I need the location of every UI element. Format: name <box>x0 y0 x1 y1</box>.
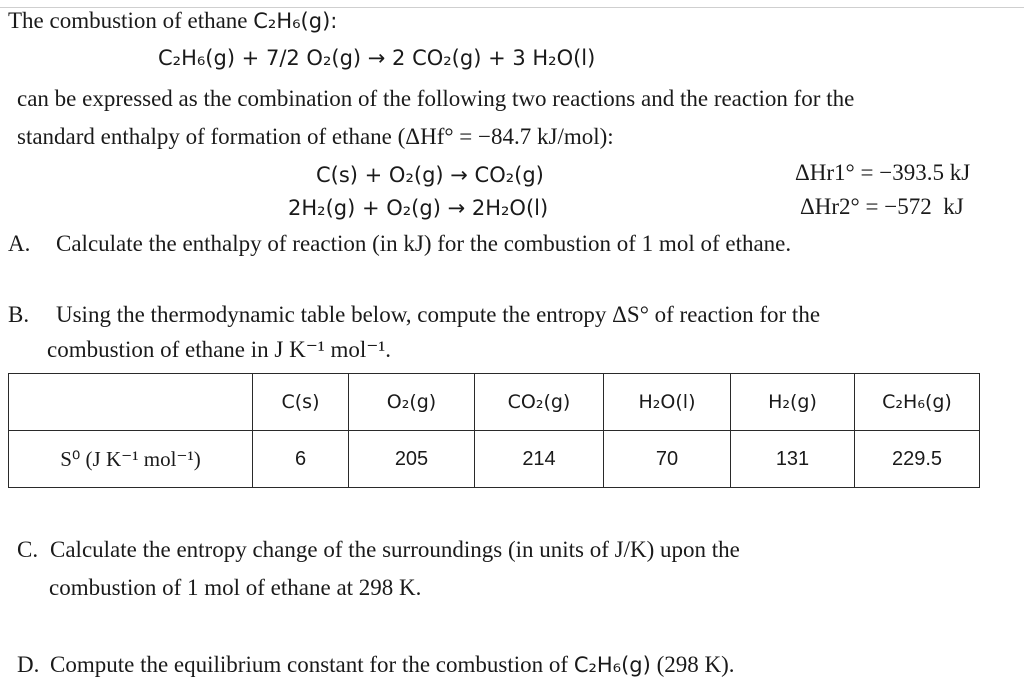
table-header-row <box>9 374 980 431</box>
table-cell-c2h6-g: 229.5 <box>855 431 980 488</box>
thermodynamic-table <box>8 373 980 488</box>
question-d-letter: D. <box>17 652 40 677</box>
question-d-text <box>50 652 735 678</box>
table-header-c2h6-g: C₂H₆(g) <box>855 374 980 431</box>
reaction-2-equation: 2H₂(g) + O₂(g) → 2H₂O(l) <box>288 196 549 220</box>
reaction-2-enthalpy: ΔHr2° = −572 kJ <box>800 194 964 219</box>
table-cell-h2-g: 131 <box>731 431 855 488</box>
table-header-co2-g: CO₂(g) <box>475 374 604 431</box>
table-cell-h2o-l: 70 <box>604 431 731 488</box>
table-cell-co2-g: 214 <box>475 431 604 488</box>
question-b-letter: B. <box>8 302 30 327</box>
table-corner-cell <box>9 374 253 431</box>
question-c-letter: C. <box>17 537 39 562</box>
question-d-text-prefix: Compute the equilibrium constant for the combustion of <box>50 652 574 677</box>
table-header-o2-g: O₂(g) <box>349 374 475 431</box>
table-cell-o2-g: 205 <box>349 431 475 488</box>
question-a-letter: A. <box>8 231 31 256</box>
question-c-line1: Calculate the entropy change of the surroundings (in units of J/K) upon the <box>50 537 740 562</box>
intro-description-line1: can be expressed as the combination of the following two reactions and the reaction for the <box>17 86 855 111</box>
intro-description-line2: standard enthalpy of formation of ethane (ΔHf° = −84.7 kJ/mol): <box>17 124 614 149</box>
table-cell-c-s: 6 <box>253 431 349 488</box>
reaction-1-equation: C(s) + O₂(g) → CO₂(g) <box>316 163 544 187</box>
main-equation: C₂H₆(g) + 7/2 O₂(g) → 2 CO₂(g) + 3 H₂O(l) <box>158 46 596 70</box>
question-a-text: Calculate the enthalpy of reaction (in kJ) for the combustion of 1 mol of ethane. <box>56 231 792 256</box>
question-d-formula: C₂H₆(g) <box>573 653 651 677</box>
table-row-label: S⁰ (J K⁻¹ mol⁻¹) <box>9 431 253 488</box>
question-b-line1: Using the thermodynamic table below, compute the entropy ΔS° of reaction for the <box>56 302 821 327</box>
question-d-text-suffix: (298 K). <box>650 652 735 677</box>
reaction-1-enthalpy: ΔHr1° = −393.5 kJ <box>795 160 971 185</box>
table-header-h2o-l: H₂O(l) <box>604 374 731 431</box>
table-header-c-s: C(s) <box>253 374 349 431</box>
intro-title-text: The combustion of ethane <box>8 8 254 33</box>
question-c-line2: combustion of 1 mol of ethane at 298 K. <box>49 575 422 600</box>
table-header-h2-g: H₂(g) <box>731 374 855 431</box>
question-b-line2: combustion of ethane in J K⁻¹ mol⁻¹. <box>47 337 392 362</box>
intro-title <box>8 8 337 34</box>
intro-title-formula: C₂H₆(g): <box>253 9 338 33</box>
table-row <box>9 431 980 488</box>
